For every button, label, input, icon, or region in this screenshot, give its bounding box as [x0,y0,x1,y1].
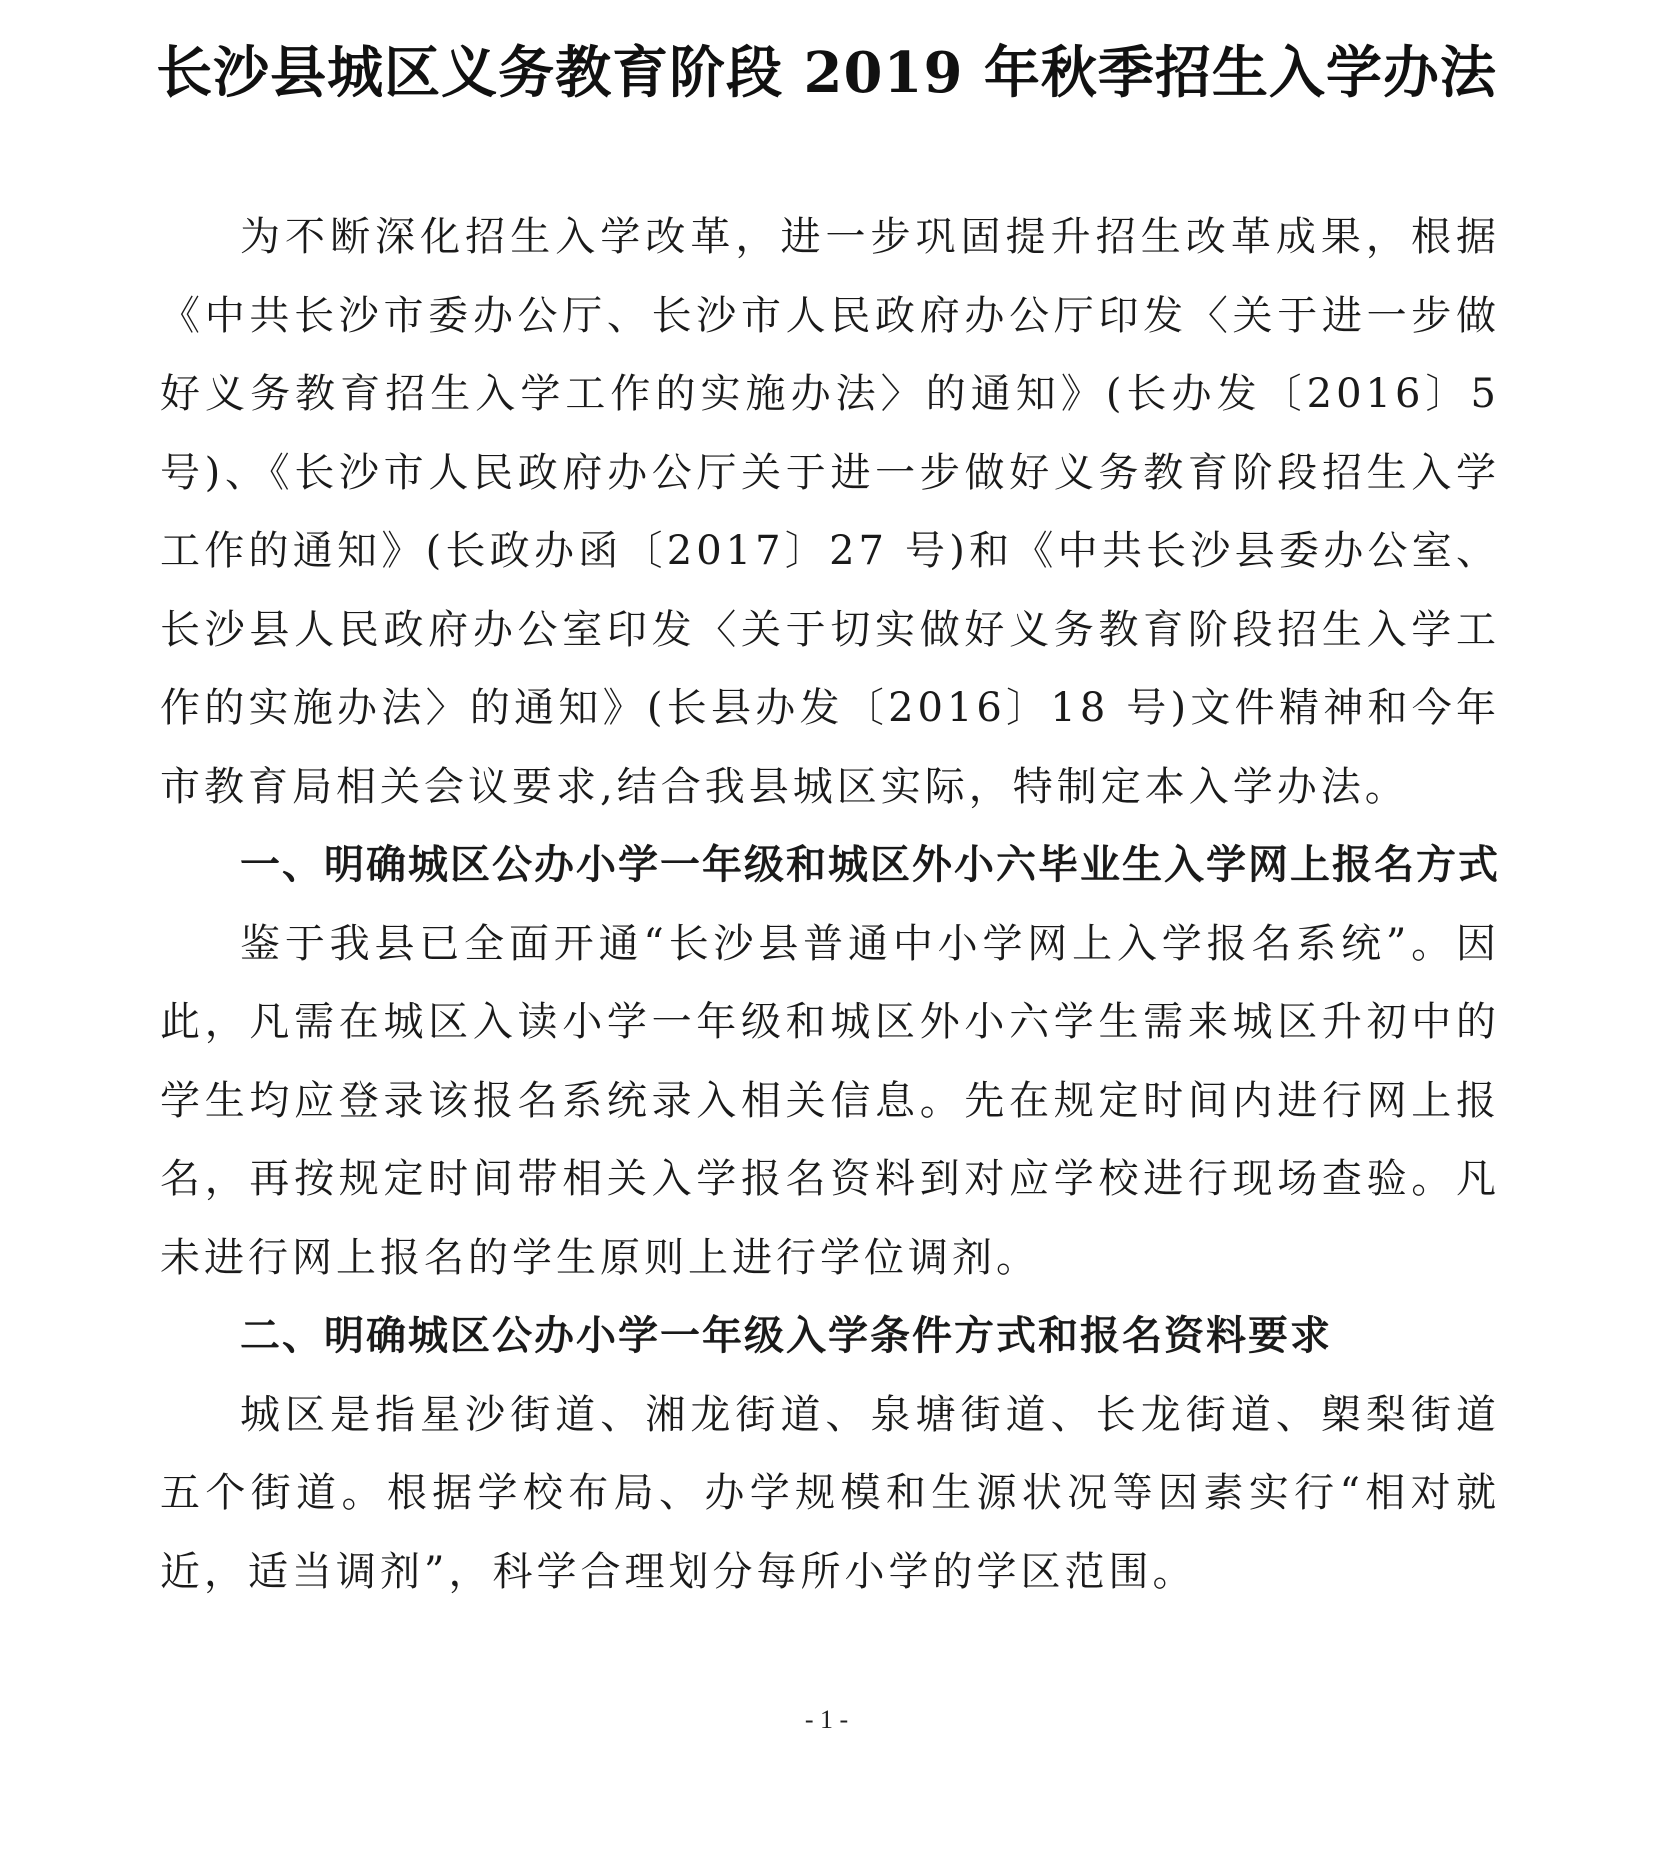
section-1-paragraph: 鉴于我县已全面开通“长沙县普通中小学网上入学报名系统”。因此，凡需在城区入读小学一年级和城区外小六学生需来城区升初中的学生均应登录该报名系统录入相关信息。先在规定时间内进行网上报名，再按规定时间带相关入学报名资料到对应学校进行现场查验。凡未进行网上报名的学生原则上进行学位调剂。 [160,920,1500,1281]
section-heading-2: 二、明确城区公办小学一年级入学条件方式和报名资料要求 [240,1313,1332,1359]
section-2-paragraph: 城区是指星沙街道、湘龙街道、泉塘街道、长龙街道、㮾梨街道五个街道。根据学校布局、办学规模和生源状况等因素实行“相对就近，适当调剂”，科学合理划分每所小学的学区范围。 [160,1391,1500,1595]
section-heading-1: 一、明确城区公办小学一年级和城区外小六毕业生入学网上报名方式 [240,842,1500,888]
document-body [160,198,1500,1611]
page-number: - 1 - [804,1705,849,1734]
intro-paragraph: 为不断深化招生入学改革，进一步巩固提升招生改革成果，根据《中共长沙市委办公厅、长沙市人民政府办公厅印发〈关于进一步做好义务教育招生入学工作的实施办法〉的通知》(长办发〔2016〕5 号)、《长沙市人民政府办公厅关于进一步做好义务教育阶段招生入学工作的通知》(长政办函〔2017〕27 号)和《中共长沙县委办公室、长沙县人民政府办公室印发〈关于切实做好义务教育阶段招生入学工作的实施办法〉的通知》(长县办发〔2016〕18 号)文件精神和今年市教育局相关会议要求,结合我县城区实际，特制定本入学办法。 [160,214,1500,810]
document-title: 长沙县城区义务教育阶段 2019 年秋季招生入学办法 [156,40,1497,106]
